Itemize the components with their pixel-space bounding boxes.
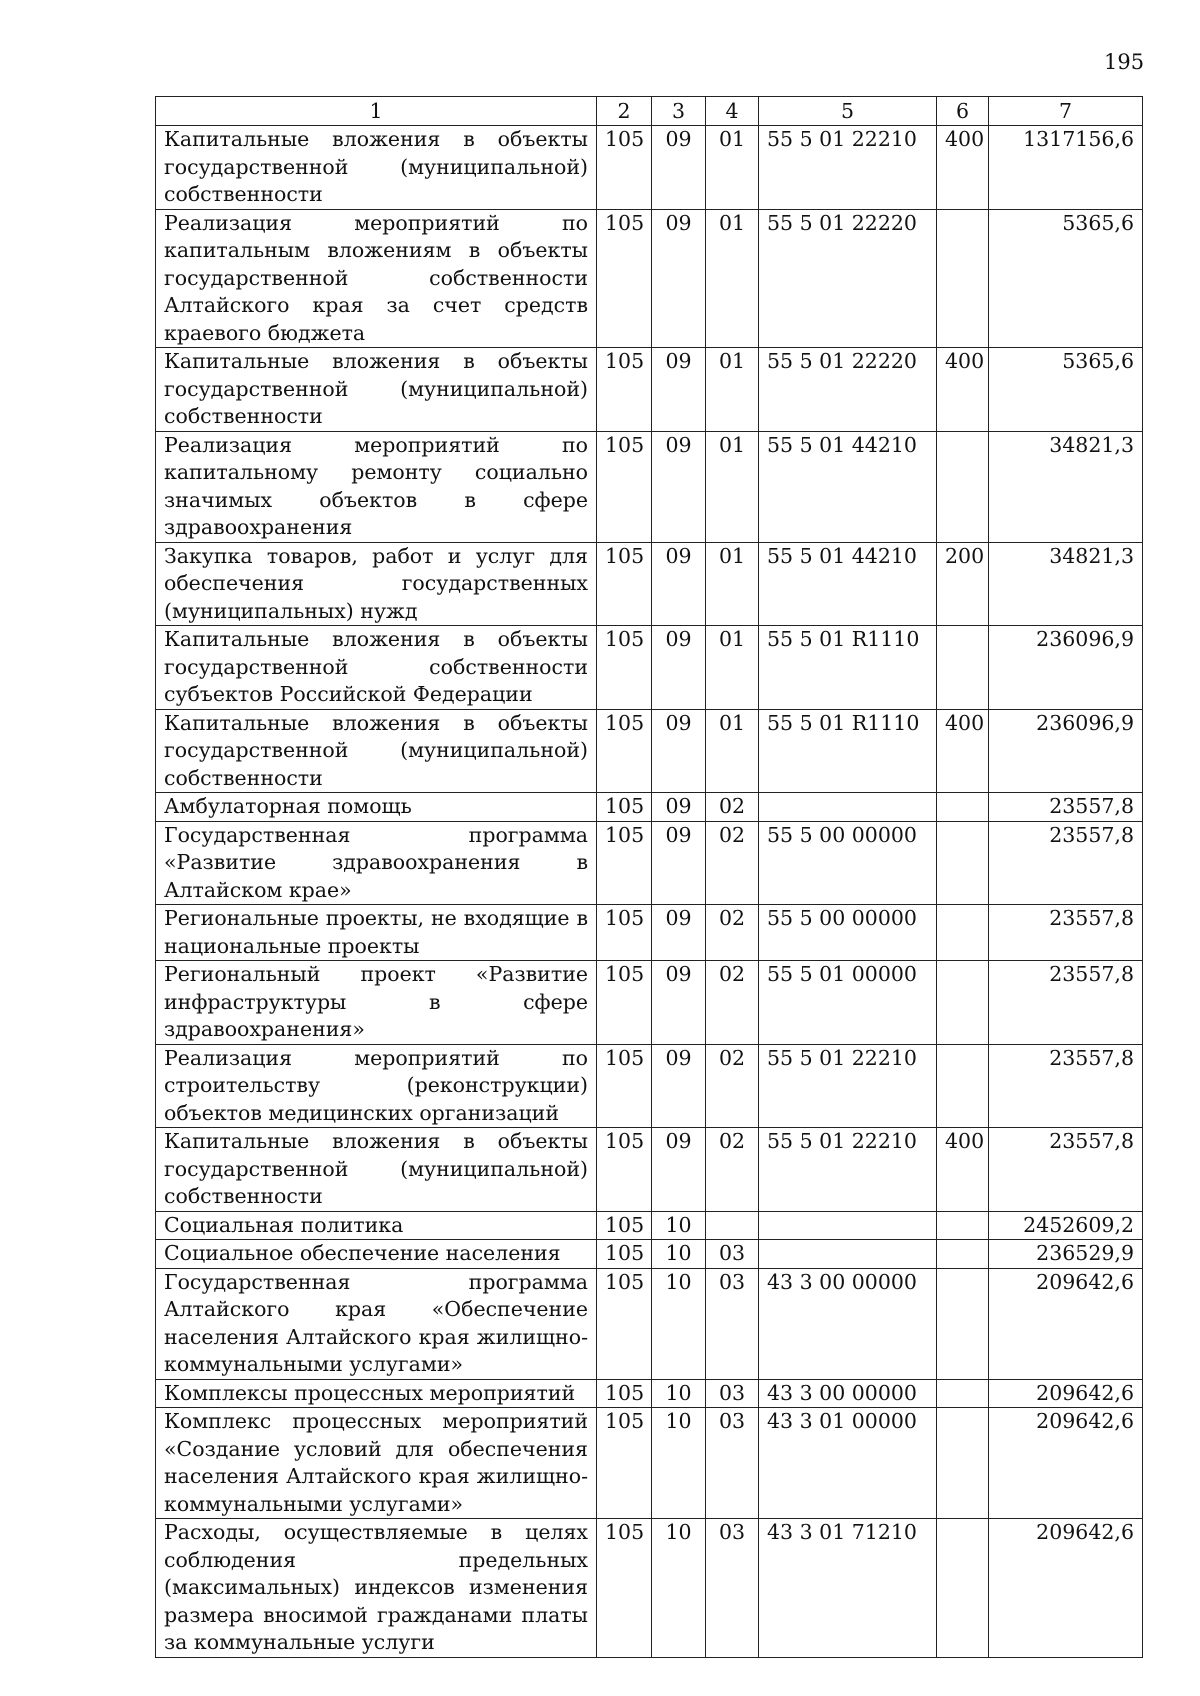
cell-subsection: 02 [706, 821, 759, 905]
budget-table [155, 96, 1143, 1658]
cell-target-article: 55 5 01 22210 [759, 126, 937, 210]
page-number: 195 [1104, 50, 1145, 74]
row-name: Капитальные вложения в объекты государственной собственности субъектов Российской Федерации [156, 626, 597, 710]
cell-expense-type [937, 1379, 989, 1408]
cell-target-article: 43 3 00 00000 [759, 1379, 937, 1408]
cell-amount: 209642,6 [989, 1379, 1143, 1408]
header-row [156, 97, 1143, 126]
cell-ministry: 105 [597, 542, 652, 626]
cell-section: 09 [652, 626, 706, 710]
cell-subsection: 01 [706, 709, 759, 793]
cell-expense-type [937, 1240, 989, 1269]
cell-ministry: 105 [597, 209, 652, 348]
cell-amount: 23557,8 [989, 1044, 1143, 1128]
cell-amount: 236096,9 [989, 709, 1143, 793]
cell-ministry: 105 [597, 1379, 652, 1408]
table-row [156, 961, 1143, 1045]
row-name: Социальная политика [156, 1211, 597, 1240]
cell-expense-type [937, 209, 989, 348]
cell-expense-type: 400 [937, 348, 989, 432]
cell-target-article: 55 5 01 22220 [759, 348, 937, 432]
cell-ministry: 105 [597, 1519, 652, 1658]
table-header [156, 97, 1143, 126]
table-row [156, 793, 1143, 822]
row-name: Реализация мероприятий по капитальному ремонту социально значимых объектов в сфере здравоохранения [156, 431, 597, 542]
column-header-5: 5 [759, 97, 937, 126]
cell-section: 09 [652, 821, 706, 905]
cell-subsection: 01 [706, 542, 759, 626]
column-header-1: 1 [156, 97, 597, 126]
table-body [156, 126, 1143, 1658]
cell-target-article [759, 793, 937, 822]
cell-section: 10 [652, 1379, 706, 1408]
cell-amount: 23557,8 [989, 821, 1143, 905]
cell-expense-type: 400 [937, 709, 989, 793]
cell-expense-type [937, 1211, 989, 1240]
cell-amount: 5365,6 [989, 348, 1143, 432]
cell-target-article: 55 5 00 00000 [759, 905, 937, 961]
column-header-6: 6 [937, 97, 989, 126]
column-header-4: 4 [706, 97, 759, 126]
cell-ministry: 105 [597, 348, 652, 432]
cell-subsection: 03 [706, 1240, 759, 1269]
cell-ministry: 105 [597, 1128, 652, 1212]
cell-target-article: 55 5 01 22210 [759, 1044, 937, 1128]
table-row [156, 1268, 1143, 1379]
cell-ministry: 105 [597, 626, 652, 710]
cell-expense-type [937, 821, 989, 905]
cell-subsection: 01 [706, 209, 759, 348]
cell-target-article [759, 1240, 937, 1269]
row-name: Комплексы процессных мероприятий [156, 1379, 597, 1408]
row-name: Комплекс процессных мероприятий «Создание условий для обеспечения населения Алтайского края жилищно-коммунальными услугами» [156, 1408, 597, 1519]
cell-section: 09 [652, 126, 706, 210]
cell-expense-type [937, 961, 989, 1045]
column-header-7: 7 [989, 97, 1143, 126]
table-row [156, 1128, 1143, 1212]
cell-amount: 23557,8 [989, 905, 1143, 961]
cell-section: 09 [652, 542, 706, 626]
table-row [156, 209, 1143, 348]
table-row [156, 1240, 1143, 1269]
cell-section: 10 [652, 1268, 706, 1379]
cell-ministry: 105 [597, 431, 652, 542]
cell-amount: 236529,9 [989, 1240, 1143, 1269]
table-row [156, 1379, 1143, 1408]
table-row [156, 709, 1143, 793]
row-name: Региональный проект «Развитие инфраструктуры в сфере здравоохранения» [156, 961, 597, 1045]
cell-amount: 5365,6 [989, 209, 1143, 348]
cell-expense-type [937, 1408, 989, 1519]
cell-expense-type [937, 1519, 989, 1658]
cell-target-article: 43 3 01 71210 [759, 1519, 937, 1658]
row-name: Государственная программа «Развитие здравоохранения в Алтайском крае» [156, 821, 597, 905]
cell-subsection: 02 [706, 961, 759, 1045]
row-name: Капитальные вложения в объекты государственной (муниципальной) собственности [156, 1128, 597, 1212]
cell-subsection: 01 [706, 431, 759, 542]
cell-target-article: 55 5 00 00000 [759, 821, 937, 905]
cell-subsection: 01 [706, 126, 759, 210]
cell-amount: 209642,6 [989, 1408, 1143, 1519]
row-name: Социальное обеспечение населения [156, 1240, 597, 1269]
cell-ministry: 105 [597, 821, 652, 905]
cell-amount: 23557,8 [989, 793, 1143, 822]
cell-expense-type [937, 793, 989, 822]
cell-section: 09 [652, 709, 706, 793]
cell-amount: 1317156,6 [989, 126, 1143, 210]
cell-expense-type [937, 626, 989, 710]
cell-amount: 2452609,2 [989, 1211, 1143, 1240]
cell-expense-type [937, 431, 989, 542]
cell-target-article: 55 5 01 22210 [759, 1128, 937, 1212]
cell-section: 10 [652, 1408, 706, 1519]
cell-expense-type [937, 905, 989, 961]
row-name: Государственная программа Алтайского края «Обеспечение населения Алтайского края жилищно-коммунальными услугами» [156, 1268, 597, 1379]
column-header-3: 3 [652, 97, 706, 126]
cell-section: 09 [652, 431, 706, 542]
cell-section: 10 [652, 1240, 706, 1269]
row-name: Амбулаторная помощь [156, 793, 597, 822]
cell-subsection: 01 [706, 348, 759, 432]
cell-target-article: 55 5 01 R1110 [759, 709, 937, 793]
cell-ministry: 105 [597, 709, 652, 793]
cell-target-article: 43 3 00 00000 [759, 1268, 937, 1379]
cell-target-article: 55 5 01 44210 [759, 431, 937, 542]
row-name: Капитальные вложения в объекты государственной (муниципальной) собственности [156, 709, 597, 793]
cell-amount: 23557,8 [989, 961, 1143, 1045]
cell-amount: 23557,8 [989, 1128, 1143, 1212]
cell-target-article: 55 5 01 44210 [759, 542, 937, 626]
table-row [156, 905, 1143, 961]
cell-ministry: 105 [597, 1268, 652, 1379]
table-row [156, 126, 1143, 210]
row-name: Реализация мероприятий по капитальным вложениям в объекты государственной собственности Алтайского края за счет средств краевого бюджета [156, 209, 597, 348]
cell-section: 09 [652, 961, 706, 1045]
table-row [156, 626, 1143, 710]
cell-section: 10 [652, 1211, 706, 1240]
cell-expense-type: 400 [937, 126, 989, 210]
table-row [156, 1408, 1143, 1519]
cell-expense-type [937, 1268, 989, 1379]
cell-subsection: 02 [706, 1044, 759, 1128]
cell-subsection: 02 [706, 793, 759, 822]
cell-subsection: 03 [706, 1519, 759, 1658]
cell-target-article: 43 3 01 00000 [759, 1408, 937, 1519]
cell-amount: 209642,6 [989, 1519, 1143, 1658]
cell-amount: 34821,3 [989, 431, 1143, 542]
cell-ministry: 105 [597, 1240, 652, 1269]
cell-subsection: 03 [706, 1268, 759, 1379]
cell-target-article: 55 5 01 00000 [759, 961, 937, 1045]
cell-ministry: 105 [597, 1211, 652, 1240]
cell-amount: 236096,9 [989, 626, 1143, 710]
cell-ministry: 105 [597, 793, 652, 822]
cell-expense-type: 200 [937, 542, 989, 626]
cell-ministry: 105 [597, 1044, 652, 1128]
cell-expense-type: 400 [937, 1128, 989, 1212]
row-name: Закупка товаров, работ и услуг для обеспечения государственных (муниципальных) нужд [156, 542, 597, 626]
row-name: Расходы, осуществляемые в целях соблюдения предельных (максимальных) индексов изменения размера вносимой гражданами платы за коммунальные услуги [156, 1519, 597, 1658]
cell-target-article [759, 1211, 937, 1240]
cell-section: 09 [652, 348, 706, 432]
row-name: Капитальные вложения в объекты государственной (муниципальной) собственности [156, 126, 597, 210]
cell-amount: 34821,3 [989, 542, 1143, 626]
cell-ministry: 105 [597, 126, 652, 210]
table-row [156, 431, 1143, 542]
cell-subsection: 01 [706, 626, 759, 710]
cell-section: 09 [652, 209, 706, 348]
cell-target-article: 55 5 01 R1110 [759, 626, 937, 710]
cell-section: 09 [652, 1044, 706, 1128]
cell-ministry: 105 [597, 1408, 652, 1519]
cell-ministry: 105 [597, 905, 652, 961]
table-row [156, 542, 1143, 626]
cell-section: 09 [652, 793, 706, 822]
cell-expense-type [937, 1044, 989, 1128]
cell-section: 10 [652, 1519, 706, 1658]
cell-target-article: 55 5 01 22220 [759, 209, 937, 348]
table-row [156, 1044, 1143, 1128]
row-name: Региональные проекты, не входящие в национальные проекты [156, 905, 597, 961]
table-row [156, 821, 1143, 905]
table-row [156, 1211, 1143, 1240]
table-row [156, 348, 1143, 432]
cell-subsection: 03 [706, 1379, 759, 1408]
table-row [156, 1519, 1143, 1658]
cell-section: 09 [652, 905, 706, 961]
cell-ministry: 105 [597, 961, 652, 1045]
cell-amount: 209642,6 [989, 1268, 1143, 1379]
row-name: Реализация мероприятий по строительству (реконструкции) объектов медицинских организаций [156, 1044, 597, 1128]
cell-subsection: 03 [706, 1408, 759, 1519]
cell-section: 09 [652, 1128, 706, 1212]
cell-subsection: 02 [706, 905, 759, 961]
cell-subsection: 02 [706, 1128, 759, 1212]
cell-subsection [706, 1211, 759, 1240]
column-header-2: 2 [597, 97, 652, 126]
row-name: Капитальные вложения в объекты государственной (муниципальной) собственности [156, 348, 597, 432]
